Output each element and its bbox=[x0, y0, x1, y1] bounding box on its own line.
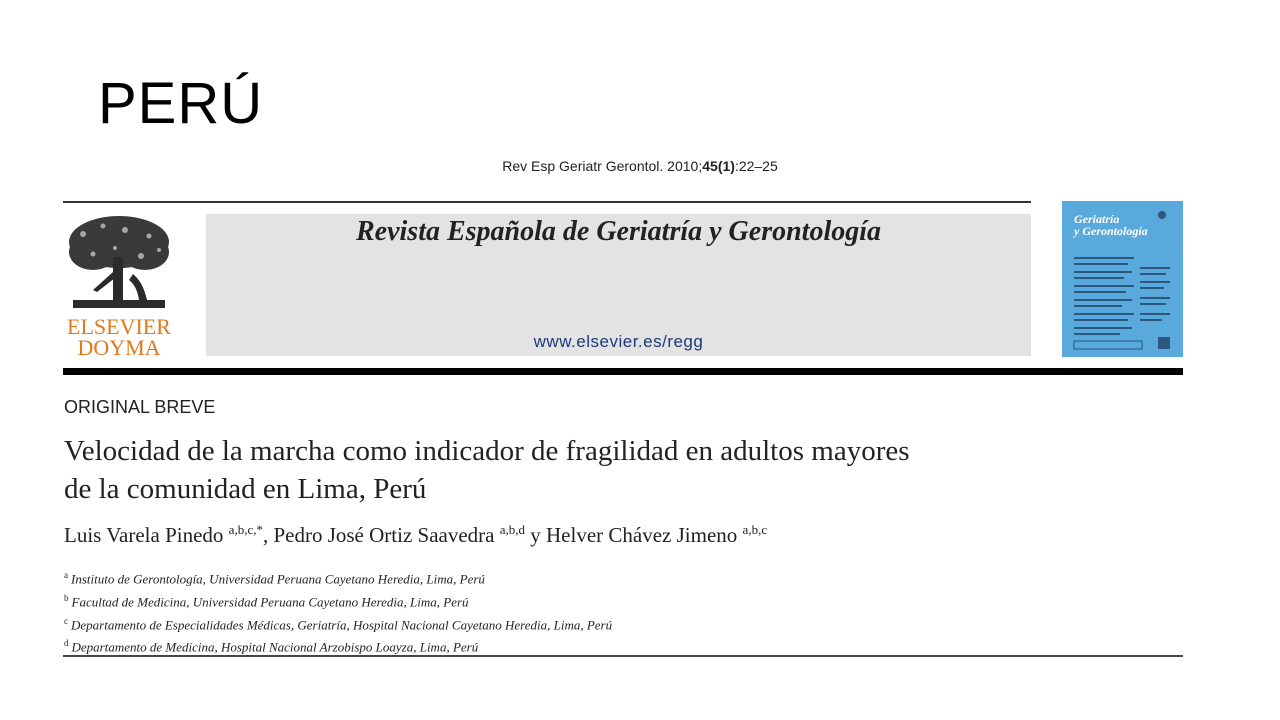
citation-volume: 45 bbox=[702, 158, 718, 174]
author-list bbox=[64, 522, 1164, 548]
citation-pages: :22–25 bbox=[734, 158, 778, 174]
author-name: Pedro José Ortiz Saavedra bbox=[273, 523, 495, 547]
affiliation-key: a bbox=[64, 570, 68, 580]
cover-title-line2: y Gerontología bbox=[1074, 224, 1148, 238]
affiliation-item bbox=[64, 612, 1064, 635]
affiliation-key: c bbox=[64, 615, 68, 626]
affiliation-key: b bbox=[64, 592, 69, 603]
article-title-line1: Velocidad de la marcha como indicador de fragilidad en adultos mayores bbox=[64, 435, 910, 467]
tree-icon bbox=[63, 212, 175, 312]
journal-masthead bbox=[206, 214, 1031, 356]
journal-name: Revista Española de Geriatría y Gerontología bbox=[356, 216, 881, 247]
affiliation-key: d bbox=[64, 638, 69, 649]
masthead-rule bbox=[63, 368, 1183, 375]
journal-cover bbox=[1062, 201, 1183, 357]
cover-contents-icon bbox=[1062, 201, 1183, 357]
affiliation-text: Instituto de Gerontología, Universidad Peruana Cayetano Heredia, Lima, Perú bbox=[71, 571, 485, 587]
slide-title: PERÚ bbox=[98, 71, 264, 136]
citation-issue: (1) bbox=[717, 158, 735, 174]
affiliation-item bbox=[64, 566, 1064, 589]
publisher-name-line2: DOYMA bbox=[77, 335, 161, 360]
affiliation-text: Departamento de Especialidades Médicas, Geriatría, Hospital Nacional Cayetano Heredia, Lima, Perú bbox=[71, 616, 613, 632]
elsevier-logo bbox=[63, 212, 175, 358]
author-separator: y bbox=[525, 523, 547, 547]
journal-citation bbox=[0, 158, 1280, 174]
journal-url: www.elsevier.es/regg bbox=[533, 332, 704, 351]
article-title bbox=[64, 432, 1144, 508]
author-affiliation-marks: a,b,c,* bbox=[228, 522, 263, 537]
author-name: Luis Varela Pinedo bbox=[64, 523, 224, 547]
citation-prefix: Rev Esp Geriatr Gerontol. 2010; bbox=[502, 158, 703, 174]
affiliation-list bbox=[64, 566, 1064, 657]
header-rule bbox=[63, 201, 1031, 203]
affiliation-item bbox=[64, 589, 1064, 612]
affiliation-item bbox=[64, 634, 1064, 657]
article-title-line2: de la comunidad en Lima, Perú bbox=[64, 473, 427, 505]
footer-rule bbox=[63, 655, 1183, 657]
author-affiliation-marks: a,b,c bbox=[742, 522, 768, 537]
author-separator: , bbox=[262, 523, 274, 547]
author-name: Helver Chávez Jimeno bbox=[546, 523, 738, 547]
author-affiliation-marks: a,b,d bbox=[499, 522, 526, 537]
cover-title-line1: Geriatría bbox=[1074, 212, 1120, 226]
publisher-name-line1: ELSEVIER bbox=[67, 314, 171, 339]
affiliation-text: Facultad de Medicina, Universidad Peruana Cayetano Heredia, Lima, Perú bbox=[71, 594, 469, 610]
affiliation-text: Departamento de Medicina, Hospital Nacional Arzobispo Loayza, Lima, Perú bbox=[71, 639, 479, 655]
article-section: ORIGINAL BREVE bbox=[64, 397, 216, 417]
